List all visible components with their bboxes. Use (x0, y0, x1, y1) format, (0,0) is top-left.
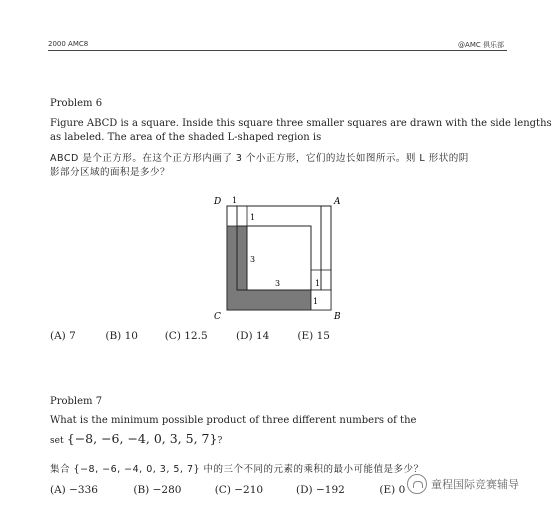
small-square-top (237, 206, 247, 226)
problem-6-text-line2: as labeled. The area of the shaded L-shaped region is (50, 132, 322, 143)
label-left-3: 3 (250, 255, 256, 264)
problem-6-cn-line2: 影部分区域的面积是多少？ (50, 167, 171, 178)
choice-d[interactable]: (D) 14 (236, 330, 270, 342)
vertex-d: D (214, 197, 222, 207)
problem-7-cn-line: 集合 {−8, −6, −4, 0, 3, 5, 7} 中的三个不同的元素的乘积的最小可能值是多少？ (50, 464, 424, 475)
header-rule (48, 50, 507, 51)
problem-7-qmark: ? (217, 436, 223, 446)
problem-7-set-expr: {−8, −6, −4, 0, 3, 5, 7} (66, 431, 218, 446)
problem-7-set-word: set (50, 436, 64, 446)
label-right-1: 1 (315, 279, 321, 288)
shaded-l-region (227, 226, 311, 310)
label-inner-1: 1 (250, 213, 256, 222)
label-top-1: 1 (232, 196, 238, 205)
vertex-a: A (334, 197, 341, 207)
header-left: 2000 AMC8 (48, 40, 89, 48)
problem-7-title: Problem 7 (50, 396, 103, 407)
choice-e[interactable]: (E) 0 (379, 484, 406, 496)
vertex-b: B (334, 312, 341, 322)
problem-6-title: Problem 6 (50, 98, 103, 109)
choice-b[interactable]: (B) −280 (133, 484, 182, 496)
problem-7-choices (50, 484, 405, 496)
problem-6-cn-line1: ABCD 是个正方形。在这个正方形内画了 3 个小正方形，它们的边长如图所示。则 L 形状的阴 (50, 153, 469, 164)
problem-7-text-line1: What is the minimum possible product of three different numbers of the (50, 415, 417, 426)
choice-d[interactable]: (D) −192 (296, 484, 345, 496)
choice-e[interactable]: (E) 15 (297, 330, 330, 342)
problem-6-text-line1: Figure ABCD is a square. Inside this square three smaller squares are drawn with the side lengths (50, 118, 552, 129)
vertex-c: C (214, 312, 221, 322)
choice-a[interactable]: (A) −336 (50, 484, 98, 496)
wechat-logo-icon (407, 474, 427, 494)
choice-a[interactable]: (A) 7 (50, 330, 76, 342)
choice-b[interactable]: (B) 10 (105, 330, 138, 342)
choice-c[interactable]: (C) 12.5 (164, 330, 208, 342)
label-corner-1: 1 (313, 297, 319, 306)
square-figure (210, 192, 350, 322)
choice-c[interactable]: (C) −210 (214, 484, 264, 496)
header-right: @AMC 俱乐部 (458, 41, 504, 49)
problem-7-text-line2 (50, 432, 222, 448)
label-bottom-3: 3 (275, 279, 281, 288)
problem-6-choices (50, 330, 330, 342)
watermark-text: 童程国际竞赛辅导 (431, 478, 519, 491)
